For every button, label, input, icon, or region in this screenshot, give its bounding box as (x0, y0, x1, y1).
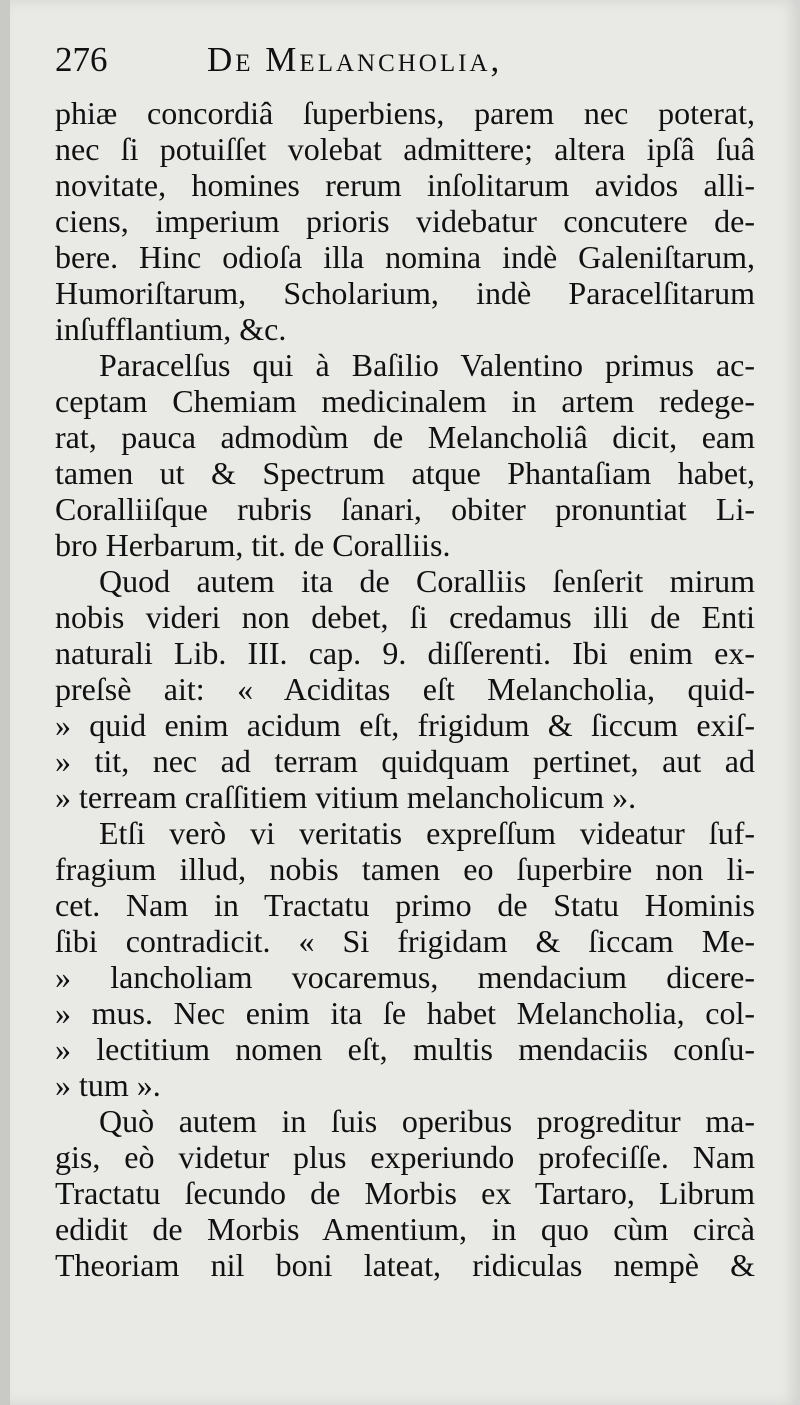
text-line: » tum ». (55, 1067, 161, 1103)
text-line: rat, pauca admodùm de Melancholiâ dicit, eam (55, 419, 755, 455)
text-line: inſufflantium, &c. (55, 311, 287, 347)
text-line: gis, eò videtur plus experiundo profeciſſe. Nam (55, 1139, 755, 1175)
text-line: » quid enim acidum eſt, frigidum & ſiccum exiſ- (55, 707, 755, 743)
page-number: 276 (55, 40, 108, 79)
text-line: cet. Nam in Tractatu primo de Statu Hominis (55, 887, 755, 923)
page-edge-shadow (0, 0, 10, 1405)
text-line: Tractatu ſecundo de Morbis ex Tartaro, Librum (55, 1175, 755, 1211)
text-line: » lancholiam vocaremus, mendacium dicere- (55, 959, 755, 995)
text-line: ceptam Chemiam medicinalem in artem redege- (55, 383, 755, 419)
body-text (55, 95, 755, 1283)
text-line: nec ſi potuiſſet volebat admittere; altera ipſâ ſuâ (55, 131, 755, 167)
text-line: fragium illud, nobis tamen eo ſuperbire non li- (55, 851, 755, 887)
text-line: phiæ concordiâ ſuperbiens, parem nec poterat, (55, 95, 755, 131)
text-line: » lectitium nomen eſt, multis mendaciis conſu- (55, 1031, 755, 1067)
text-line: ciens, imperium prioris videbatur concutere de- (55, 203, 755, 239)
text-line: novitate, homines rerum inſolitarum avidos alli- (55, 167, 755, 203)
text-line: Paracelſus qui à Baſilio Valentino primus ac- (99, 347, 755, 383)
text-line: naturali Lib. III. cap. 9. diſſerenti. Ibi enim ex- (55, 635, 755, 671)
text-line: » mus. Nec enim ita ſe habet Melancholia, col- (55, 995, 755, 1031)
text-line: nobis videri non debet, ſi credamus illi de Enti (55, 599, 755, 635)
text-line: tamen ut & Spectrum atque Phantaſiam habet, (55, 455, 755, 491)
text-line: bere. Hinc odioſa illa nomina indè Galeniſtarum, (55, 239, 755, 275)
text-line: Quò autem in ſuis operibus progreditur ma- (99, 1103, 755, 1139)
text-line: » tit, nec ad terram quidquam pertinet, aut ad (55, 743, 755, 779)
text-line: edidit de Morbis Amentium, in quo cùm circà (55, 1211, 755, 1247)
text-line: Coralliiſque rubris ſanari, obiter pronuntiat Li- (55, 491, 755, 527)
text-line: Theoriam nil boni lateat, ridiculas nempè & (55, 1247, 755, 1283)
text-line: Humoriſtarum, Scholarium, indè Paracelſitarum (55, 275, 755, 311)
text-line: ſibi contradicit. « Si frigidam & ſiccam Me- (55, 923, 755, 959)
text-line: Etſi verò vi veritatis expreſſum videatur ſuf- (99, 815, 755, 851)
text-line: preſsè ait: « Aciditas eſt Melancholia, quid- (55, 671, 755, 707)
text-line: Quod autem ita de Coralliis ſenſerit mirum (99, 563, 755, 599)
text-line: » terream craſſitiem vitium melancholicum ». (55, 779, 637, 815)
page-header (55, 40, 755, 90)
text-line: bro Herbarum, tit. de Coralliis. (55, 527, 451, 563)
running-title: De Melancholia, (207, 40, 503, 79)
